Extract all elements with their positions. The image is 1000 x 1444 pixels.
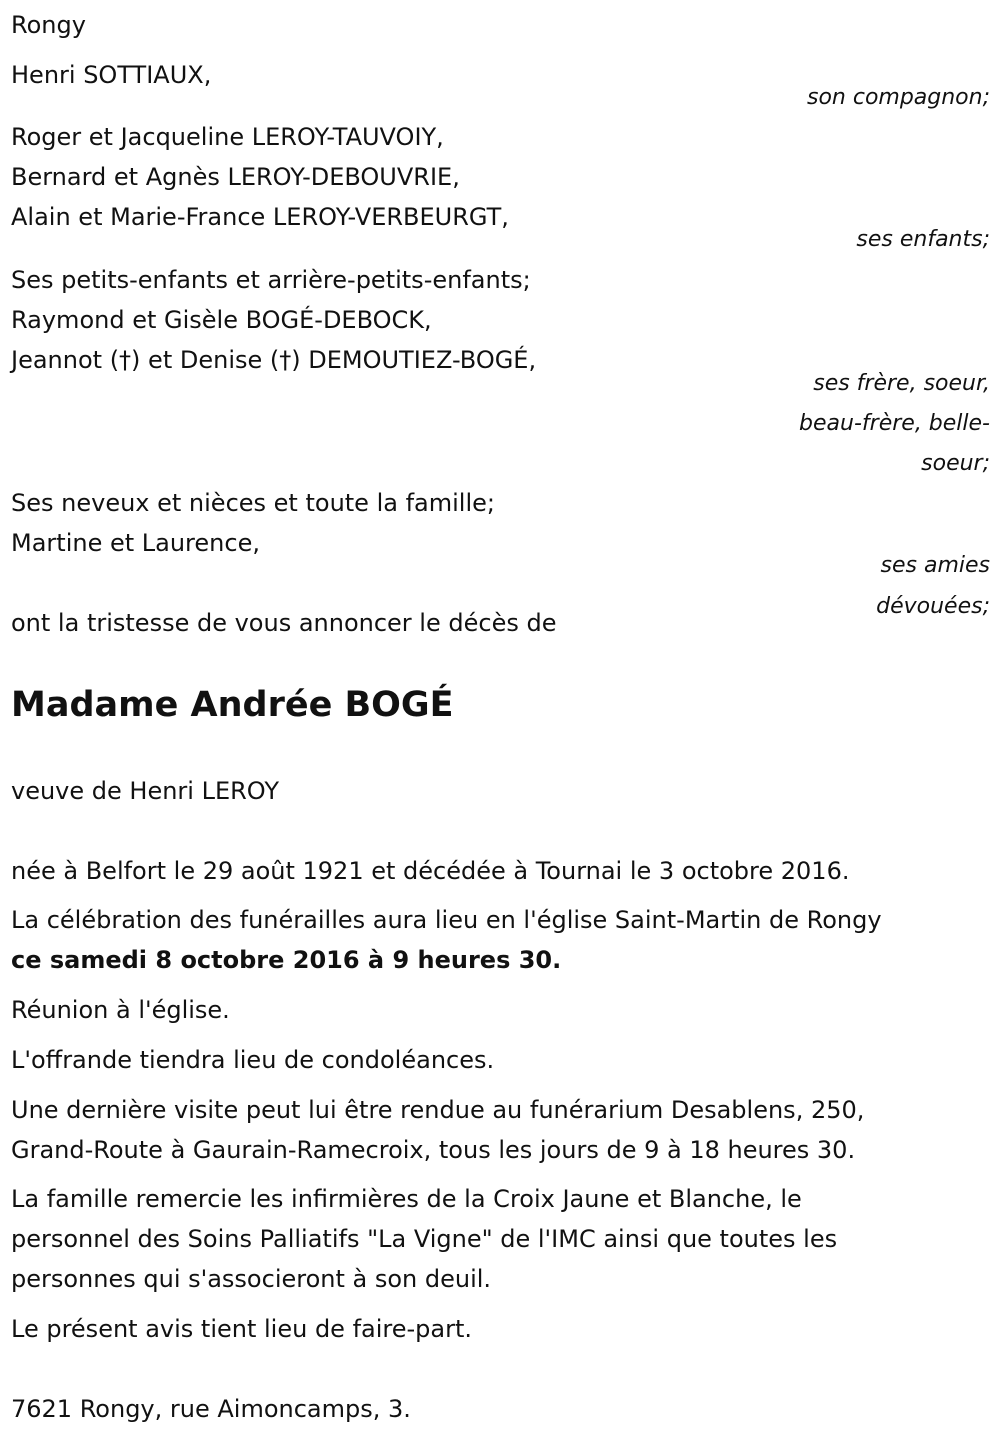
siblings-role-line-3: soeur;: [921, 451, 990, 476]
thanks-line-3: personnes qui s'associeront à son deuil.: [11, 1265, 492, 1293]
grandchildren-line: Ses petits-enfants et arrière-petits-enfants;: [11, 266, 531, 294]
widow-of-line: veuve de Henri LEROY: [11, 777, 280, 805]
friends-role-line-1: ses amies: [880, 553, 990, 578]
deceased-name: Madame Andrée BOGÉ: [11, 685, 454, 725]
friends-names: Martine et Laurence,: [11, 529, 260, 557]
funeral-line-1: La célébration des funérailles aura lieu en l'église Saint-Martin de Rongy: [11, 906, 882, 934]
sibling-name-2: Jeannot (†) et Denise (†) DEMOUTIEZ-BOGÉ,: [11, 346, 537, 374]
extended-family-line: Ses neveux et nièces et toute la famille;: [11, 489, 495, 517]
funeral-date-line: ce samedi 8 octobre 2016 à 9 heures 30.: [11, 946, 562, 974]
child-name-2: Bernard et Agnès LEROY-DEBOUVRIE,: [11, 163, 460, 191]
notice-statement: Le présent avis tient lieu de faire-part.: [11, 1315, 473, 1343]
siblings-role-line-1: ses frère, soeur,: [813, 371, 990, 396]
place-heading: Rongy: [11, 11, 86, 39]
thanks-line-1: La famille remercie les infirmières de la Croix Jaune et Blanche, le: [11, 1185, 802, 1213]
gathering-line: Réunion à l'église.: [11, 996, 230, 1024]
offering-line: L'offrande tiendra lieu de condoléances.: [11, 1046, 495, 1074]
friends-role-line-2: dévouées;: [876, 594, 990, 619]
visit-line-2: Grand-Route à Gaurain-Ramecroix, tous les jours de 9 à 18 heures 30.: [11, 1136, 856, 1164]
companion-name: Henri SOTTIAUX,: [11, 61, 212, 89]
announcement-line: ont la tristesse de vous annoncer le décès de: [11, 609, 557, 637]
children-role: ses enfants;: [856, 227, 990, 252]
child-name-1: Roger et Jacqueline LEROY-TAUVOIY,: [11, 123, 444, 151]
birth-death-line: née à Belfort le 29 août 1921 et décédée à Tournai le 3 octobre 2016.: [11, 857, 850, 885]
thanks-line-2: personnel des Soins Palliatifs "La Vigne" de l'IMC ainsi que toutes les: [11, 1225, 838, 1253]
visit-line-1: Une dernière visite peut lui être rendue au funérarium Desablens, 250,: [11, 1096, 865, 1124]
child-name-3: Alain et Marie-France LEROY-VERBEURGT,: [11, 203, 509, 231]
companion-role: son compagnon;: [806, 85, 990, 110]
sibling-name-1: Raymond et Gisèle BOGÉ-DEBOCK,: [11, 306, 432, 334]
address-line: 7621 Rongy, rue Aimoncamps, 3.: [11, 1395, 411, 1423]
siblings-role-line-2: beau-frère, belle-: [799, 411, 990, 436]
